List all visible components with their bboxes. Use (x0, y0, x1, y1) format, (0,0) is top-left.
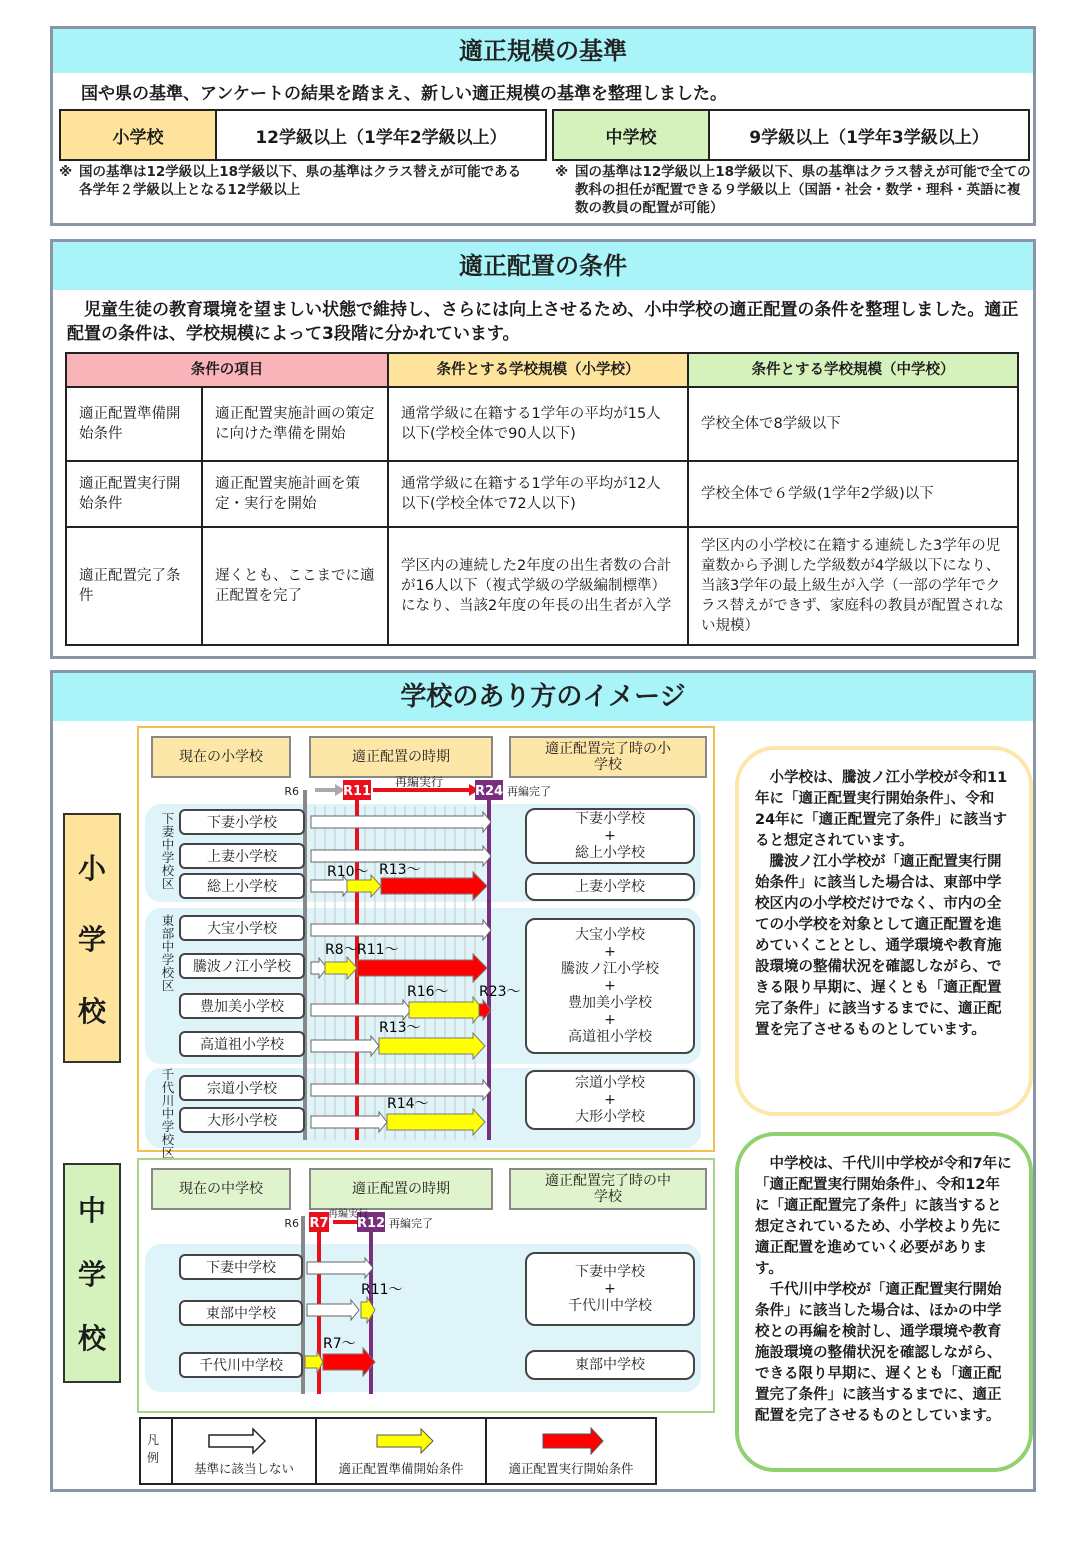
r6-text: R6 (284, 1217, 299, 1230)
result-line: 大形小学校 (575, 1108, 645, 1125)
result-line: 東部中学校 (575, 1356, 645, 1373)
elementary-explanation (735, 746, 1033, 1116)
legend-item (315, 1419, 485, 1483)
header-period: 適正配置の時期 (309, 1168, 493, 1210)
side-char: 小 (77, 851, 106, 885)
result-box (525, 1070, 695, 1130)
tonami-exec-label: R11～ (357, 942, 399, 958)
junior-label: 中学校 (552, 109, 710, 161)
table-header-row (66, 353, 1018, 387)
school-box: 大宝小学校 (179, 915, 305, 941)
school-box: 上妻小学校 (179, 843, 305, 869)
row-name: 適正配置実行開始条件 (66, 461, 202, 527)
result-box (525, 808, 695, 864)
note-mark: ※ (59, 164, 73, 180)
standards-panel (50, 26, 1036, 226)
school-box: 豊加美小学校 (179, 993, 305, 1019)
school-box: 騰波ノ江小学校 (179, 953, 305, 979)
explanation-paragraph: 小学校は、騰波ノ江小学校が令和11年に「適正配置実行開始条件」、令和24年に「適正配置完了条件」に該当すると想定されています。 (755, 770, 1008, 849)
district-label: 下妻中学校区 (161, 811, 175, 891)
image-panel (50, 670, 1036, 1492)
r6-text: R6 (284, 785, 299, 798)
table-row (66, 461, 1018, 527)
legend-red-arrow (487, 1423, 653, 1459)
elementary-diagram (137, 726, 715, 1160)
elementary-note-text: 国の基準は12学級以上18学級以下、県の基準はクラス替えが可能である各学年２学級以上となる12学級以上 (79, 164, 522, 198)
elementary-note (59, 163, 529, 199)
result-line: + (604, 827, 616, 844)
school-box: 総上小学校 (179, 873, 305, 899)
conditions-panel (50, 239, 1036, 659)
result-box (525, 918, 695, 1054)
side-char: 学 (77, 923, 106, 956)
row-name: 適正配置準備開始条件 (66, 387, 202, 461)
side-char: 校 (77, 1322, 106, 1355)
result-line: + (604, 1091, 616, 1108)
standards-title: 適正規模の基準 (53, 29, 1033, 73)
result-line: 騰波ノ江小学校 (561, 960, 659, 977)
junior-value: 9学級以上（1学年3学級以上） (710, 109, 1030, 161)
elementary-value: 12学級以上（1学年2学級以上） (217, 109, 547, 161)
result-line: 上妻小学校 (575, 878, 645, 895)
header-result: 適正配置完了時の中学校 (509, 1168, 707, 1210)
conditions-title: 適正配置の条件 (53, 242, 1033, 290)
header-elementary: 条件とする学校規模（小学校） (388, 353, 688, 387)
result-line: + (604, 1011, 616, 1028)
legend-item (485, 1419, 655, 1483)
result-line: + (604, 1280, 616, 1297)
legend-white-arrow (173, 1423, 313, 1459)
school-box: 大形小学校 (179, 1107, 305, 1133)
junior-note-text: 国の基準は12学級以上18学級以下、県の基準はクラス替えが可能で全ての教科の担任が配置できる９学級以上（国語・社会・数学・理科・英語に複数の教員の配置が可能） (575, 164, 1031, 216)
result-line: 下妻中学校 (575, 1263, 645, 1280)
table-row (66, 387, 1018, 461)
result-box (525, 1350, 695, 1380)
elementary-side-label (63, 813, 121, 1063)
junior-note (555, 163, 1031, 217)
sogami-exec-label: R13～ (379, 862, 421, 878)
junior-diagram (137, 1158, 715, 1413)
row-desc: 適正配置実施計画を策定・実行を開始 (202, 461, 388, 527)
district-label: 東部中学校区 (161, 913, 175, 993)
row-junior: 学校全体で６学級(1学年2学級)以下 (688, 461, 1018, 527)
legend-caption: 基準に該当しない (193, 1461, 294, 1476)
standards-lead: 国や県の基準、アンケートの結果を踏まえ、新しい適正規模の基準を整理しました。 (81, 84, 727, 104)
row-desc: 適正配置実施計画の策定に向けた準備を開始 (202, 387, 388, 461)
school-box: 千代川中学校 (179, 1352, 303, 1378)
header-current: 現在の中学校 (151, 1168, 291, 1210)
school-box: 東部中学校 (179, 1300, 303, 1326)
white-arrow (311, 1112, 387, 1132)
reorg-done-text: 再編完了 (507, 785, 551, 798)
side-char: 校 (77, 994, 106, 1028)
reorg-done-text: 再編完了 (389, 1217, 433, 1230)
toka-exec-label: R23～ (479, 984, 521, 1000)
side-char: 中 (77, 1194, 106, 1227)
white-arrow (307, 1258, 373, 1278)
reorg-exec-text: 再編実行 (328, 1209, 368, 1220)
header-period: 適正配置の時期 (309, 736, 493, 778)
table-row (66, 527, 1018, 645)
result-line: 豊加美小学校 (568, 994, 652, 1011)
r7-text: R7 (309, 1216, 329, 1231)
explanation-paragraph: 中学校は、千代川中学校が令和7年に「適正配置実行開始条件」、令和12年に「適正配置完了条件」に該当すると想定されているため、小学校より先に適正配置を進めていく必要があります。 (755, 1156, 1012, 1277)
school-box: 下妻中学校 (179, 1254, 303, 1280)
row-elem: 学区内の連続した2年度の出生者数の合計が16人以下（複式学級の学級編制標準）になり、当該2年度の年長の出生者が入学 (388, 527, 688, 645)
legend-item (171, 1419, 315, 1483)
tonami-prep-label: R8～ (325, 942, 358, 958)
result-line: 宗道小学校 (575, 1074, 645, 1091)
r12-text: R12 (356, 1216, 386, 1231)
chiyo-exec-arrow (323, 1348, 375, 1376)
junior-standard (552, 109, 1030, 161)
school-box: 高道祖小学校 (179, 1031, 305, 1057)
result-line: 総上小学校 (575, 844, 645, 861)
row-desc: 遅くとも、ここまでに適正配置を完了 (202, 527, 388, 645)
reorg-exec-text: 再編実行 (394, 775, 444, 789)
legend-mark: 凡例 (147, 1433, 160, 1465)
sogami-prep-label: R10～ (327, 864, 369, 880)
result-box (525, 873, 695, 901)
result-line: 千代川中学校 (568, 1297, 652, 1314)
district-label: 千代川中学校区 (161, 1067, 175, 1160)
junior-side-label (63, 1163, 121, 1383)
ogata-label: R14～ (387, 1096, 429, 1112)
conditions-table (65, 352, 1019, 646)
tonami-prep-arrow (325, 957, 357, 979)
toka-prep-label: R16～ (407, 984, 449, 1000)
row-junior: 学校全体で8学級以下 (688, 387, 1018, 461)
white-arrow (311, 812, 491, 832)
result-line: 高道祖小学校 (568, 1028, 652, 1045)
legend-caption: 適正配置準備開始条件 (338, 1461, 464, 1476)
white-arrow (311, 1000, 411, 1020)
tobu-label: R11～ (361, 1282, 403, 1298)
junior-explanation (735, 1132, 1033, 1472)
chiyo-label: R7～ (323, 1336, 356, 1352)
r24-text: R24 (474, 784, 504, 799)
row-junior: 学区内の小学校に在籍する連続した3学年の児童数から予測した学級数が4学級以下になり、当該3学年の最上級生が入学（一部の学年でクラス替えができず、家庭科の教員が配置されない規模） (688, 527, 1018, 645)
tonami-exec-arrow (357, 954, 487, 982)
result-line: 大宝小学校 (575, 926, 645, 943)
white-arrow (307, 1300, 359, 1320)
header-junior: 条件とする学校規模（中学校） (688, 353, 1018, 387)
ogata-prep-arrow (387, 1109, 485, 1135)
result-line: + (604, 977, 616, 994)
result-line: 下妻小学校 (575, 810, 645, 827)
result-line: + (604, 943, 616, 960)
elementary-label: 小学校 (59, 109, 217, 161)
white-arrow (311, 920, 491, 940)
takado-label: R13～ (379, 1020, 421, 1036)
explanation-paragraph: 騰波ノ江小学校が「適正配置実行開始条件」に該当した場合は、東部中学校区内の小学校だけでなく、市内の全ての小学校を対象として適正配置を進めていくこととし、通学環境や教育施設環境の整備状況を確認しながら、できる限り早期に、遅くとも「適正配置完了条件」に該当するまでに、適正配置を完了させるものとしています。 (755, 854, 1002, 1038)
legend-yellow-arrow (317, 1423, 483, 1459)
school-box: 宗道小学校 (179, 1075, 305, 1101)
side-char: 学 (77, 1258, 106, 1291)
result-box (525, 1252, 695, 1326)
row-elem: 通常学級に在籍する1学年の平均が15人以下(学校全体で90人以下) (388, 387, 688, 461)
r11-text: R11 (342, 784, 372, 799)
conditions-lead: 児童生徒の教育環境を望ましい状態で維持し、さらには向上させるため、小中学校の適正配置の条件を整理しました。適正配置の条件は、学校規模によって3段階に分かれています。 (67, 300, 1019, 344)
header-current: 現在の小学校 (151, 736, 291, 778)
header-condition-item: 条件の項目 (66, 353, 388, 387)
row-elem: 通常学級に在籍する1学年の平均が12人以下(学校全体で72人以下) (388, 461, 688, 527)
legend (139, 1417, 657, 1485)
header-result: 適正配置完了時の小学校 (509, 736, 707, 778)
elementary-standard (59, 109, 547, 161)
row-name: 適正配置完了条件 (66, 527, 202, 645)
image-title: 学校のあり方のイメージ (53, 673, 1033, 721)
explanation-paragraph: 千代川中学校が「適正配置実行開始条件」に該当した場合は、ほかの中学校との再編を検討し、通学環境や教育施設環境の整備状況を確認しながら、できる限り早期に、遅くとも「適正配置完了条件」に該当するまでに、適正配置を完了させるものとしています。 (755, 1282, 1002, 1424)
note-mark: ※ (555, 164, 569, 180)
school-box: 下妻小学校 (179, 809, 305, 835)
legend-caption: 適正配置実行開始条件 (508, 1461, 634, 1476)
